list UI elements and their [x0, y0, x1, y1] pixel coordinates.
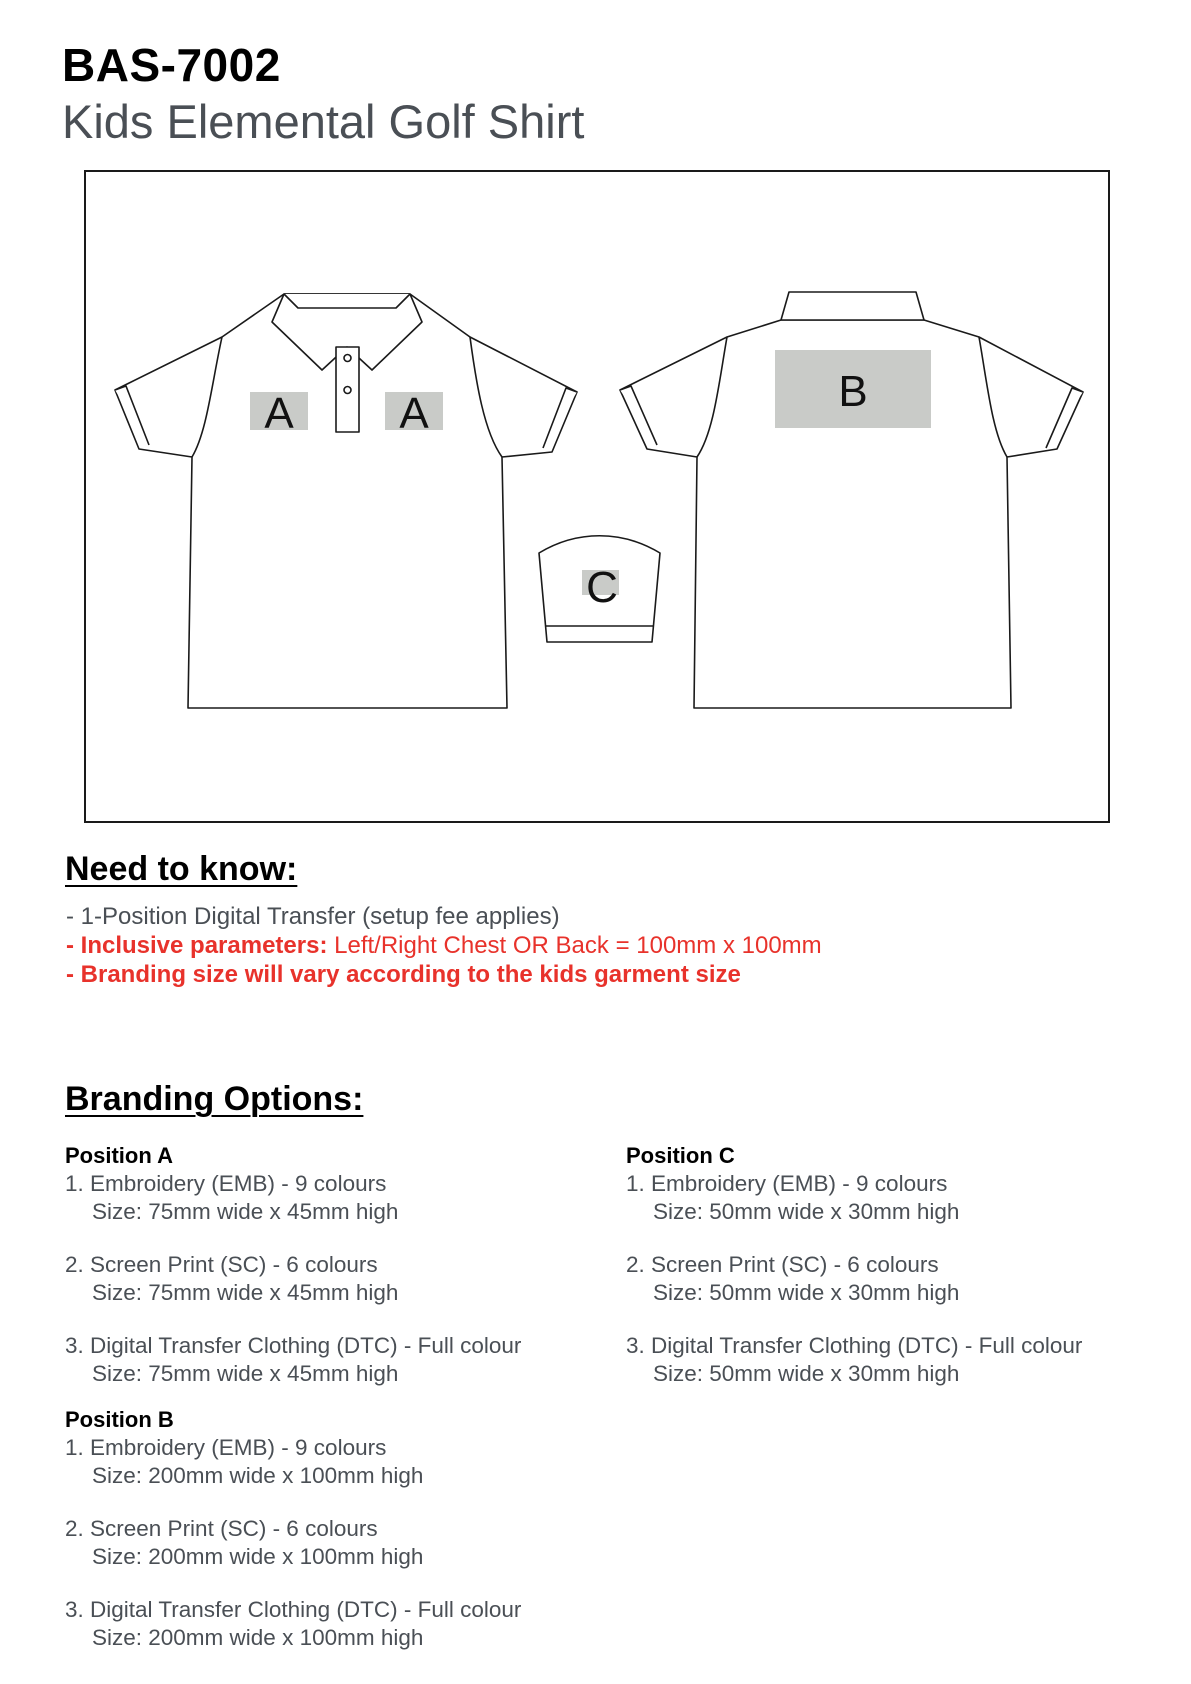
garment-drawing	[86, 172, 1108, 821]
position-b-option-3	[65, 1596, 585, 1652]
branding-options-heading: Branding Options:	[65, 1080, 364, 1118]
option-size: Size: 75mm wide x 45mm high	[92, 1361, 399, 1386]
position-c-title: Position C	[626, 1143, 735, 1168]
need-to-know-line-1: - 1-Position Digital Transfer (setup fee applies)	[66, 903, 560, 930]
option-method: 1. Embroidery (EMB) - 9 colours	[65, 1171, 387, 1196]
position-b-title: Position B	[65, 1407, 174, 1432]
option-size: Size: 200mm wide x 100mm high	[92, 1625, 424, 1650]
option-method: 3. Digital Transfer Clothing (DTC) - Full colour	[65, 1333, 522, 1358]
front-shirt	[115, 294, 577, 708]
option-method: 3. Digital Transfer Clothing (DTC) - Full colour	[626, 1333, 1083, 1358]
product-name: Kids Elemental Golf Shirt	[62, 95, 585, 148]
position-a-option-2	[65, 1251, 585, 1307]
option-size: Size: 75mm wide x 45mm high	[92, 1199, 399, 1224]
placket-button-bottom	[344, 387, 351, 394]
option-method: 3. Digital Transfer Clothing (DTC) - Full colour	[65, 1597, 522, 1622]
product-code: BAS-7002	[62, 39, 281, 91]
position-a-option-1	[65, 1170, 585, 1226]
zone-a-right-label: A	[399, 389, 429, 438]
position-a	[65, 1142, 585, 1388]
position-c-option-2	[626, 1251, 1146, 1307]
position-c	[626, 1142, 1146, 1388]
position-b-option-1	[65, 1434, 585, 1490]
front-collar-band	[284, 294, 410, 308]
back-shirt	[620, 292, 1083, 708]
zone-c-label: C	[586, 563, 618, 612]
branding-column-right	[626, 1142, 1146, 1388]
branding-column-left	[65, 1142, 585, 1652]
option-method: 1. Embroidery (EMB) - 9 colours	[626, 1171, 948, 1196]
zone-b-label: B	[838, 367, 868, 416]
option-method: 2. Screen Print (SC) - 6 colours	[626, 1252, 939, 1277]
sleeve-detail	[539, 536, 660, 642]
position-b	[65, 1406, 585, 1652]
option-method: 2. Screen Print (SC) - 6 colours	[65, 1516, 378, 1541]
option-size: Size: 200mm wide x 100mm high	[92, 1544, 424, 1569]
need-to-know-line-2	[66, 934, 822, 958]
position-b-option-2	[65, 1515, 585, 1571]
inclusive-parameters-label: - Inclusive parameters:	[66, 932, 328, 959]
inclusive-parameters-value: Left/Right Chest OR Back = 100mm x 100mm	[327, 932, 822, 959]
position-a-title: Position A	[65, 1143, 173, 1168]
option-size: Size: 50mm wide x 30mm high	[653, 1199, 960, 1224]
garment-diagram	[84, 170, 1110, 823]
option-size: Size: 50mm wide x 30mm high	[653, 1280, 960, 1305]
option-method: 1. Embroidery (EMB) - 9 colours	[65, 1435, 387, 1460]
need-to-know-heading: Need to know:	[65, 850, 298, 888]
placket-button-top	[344, 355, 351, 362]
position-c-option-3	[626, 1332, 1146, 1388]
option-size: Size: 50mm wide x 30mm high	[653, 1361, 960, 1386]
option-size: Size: 75mm wide x 45mm high	[92, 1280, 399, 1305]
option-size: Size: 200mm wide x 100mm high	[92, 1463, 424, 1488]
need-to-know-line-3: - Branding size will vary according to the kids garment size	[66, 961, 741, 988]
position-c-option-1	[626, 1170, 1146, 1226]
position-a-option-3	[65, 1332, 585, 1388]
option-method: 2. Screen Print (SC) - 6 colours	[65, 1252, 378, 1277]
back-collar	[781, 292, 924, 320]
zone-a-left-label: A	[264, 389, 294, 438]
